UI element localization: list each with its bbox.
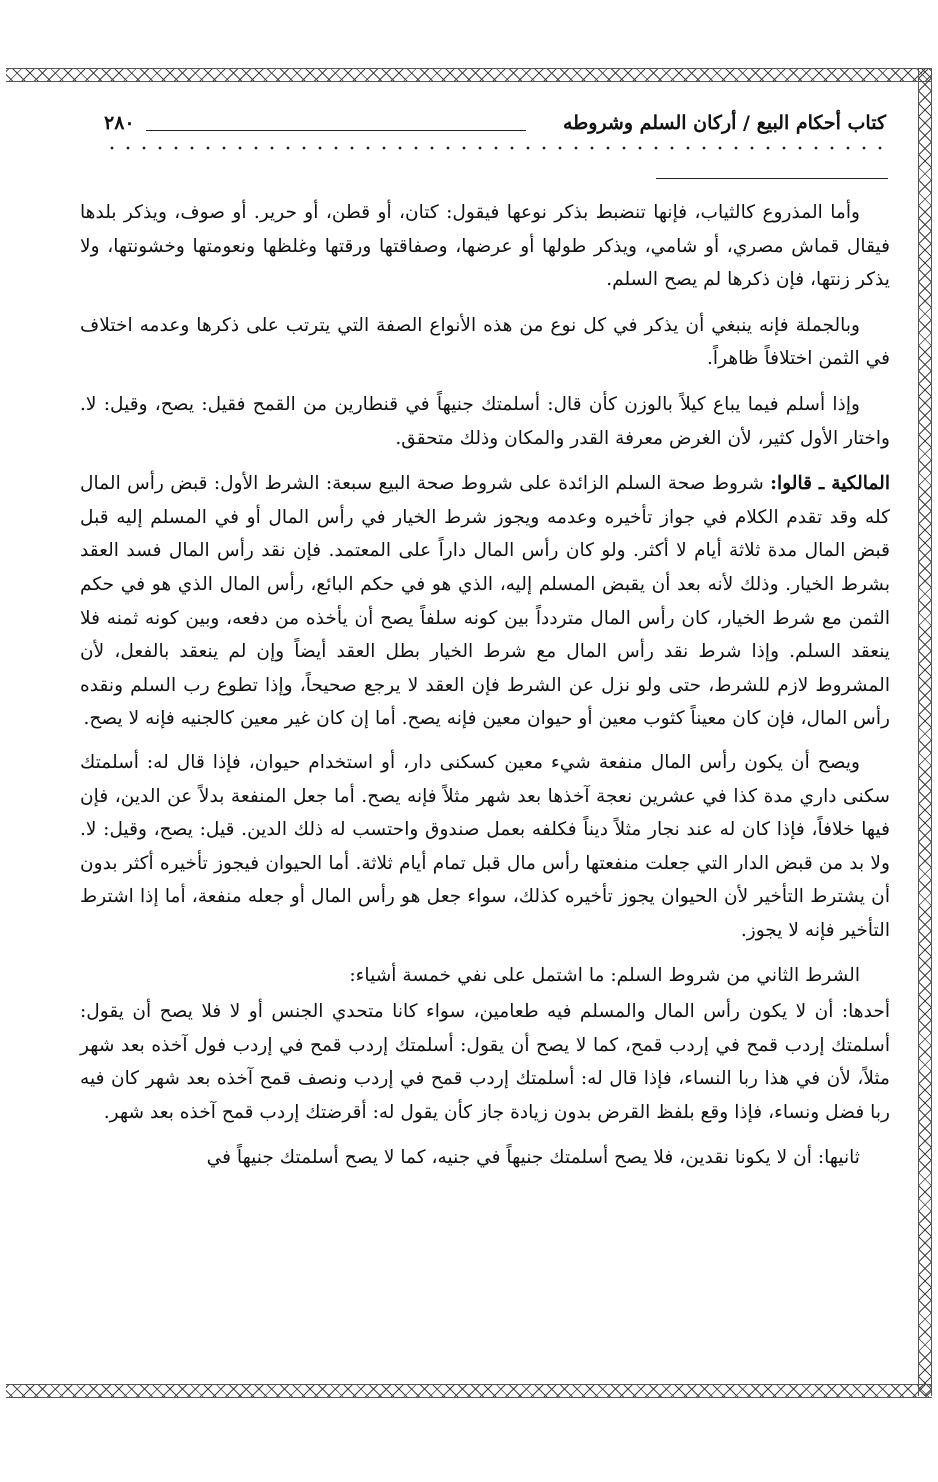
maliki-intro: شروط صحة السلم الزائدة على شروط صحة البيع سبعة: الشرط الأول: قبض — [170, 473, 764, 495]
section-rule — [656, 178, 888, 179]
paragraph: ويصح أن يكون رأس المال منفعة شيء معين كسكنى دار، أو استخدام حيوان، فإذا قال له: أسلمتك سكنى داري مدة كذا في عشرين نعجة آخذها بعد شهر مثلاً فإنه يصح. أما جعل المنفعة بدلاً عن الدين، فإن فيها خلافاً، فإذا كان له عند نجار مثلاً ديناً فكلفه بعمل صندوق واحتسب له ذلك الدين. قيل: يصح، وقيل: لا. ولا بد من قبض الدار التي جعلت منفعتها رأس مال قبل تمام أيام ثلاثة. أما الحيوان فيجوز تأخيره أكثر بدون أن يشترط التأخير لأن الحيوان يجوز تأخيره كذلك، سواء جعل هو رأس المال أو جعله منفعة، أما إذا اشترط التأخير فإنه لا يجوز. — [80, 751, 890, 941]
page-number: ٢٨٠ — [104, 112, 135, 134]
dotted-separator — [104, 142, 886, 154]
header-rule — [146, 130, 526, 131]
paragraph: وإذا أسلم فيما يباع كيلاً بالوزن كأن قال: أسلمتك جنيهاً في قنطارين من القمح فقيل: يصح، وقيل: لا. واختار الأول كثير، لأن الغرض معرفة القدر والمكان وذلك متحقق. — [80, 393, 890, 449]
paragraph: وأما المذروع كالثياب، فإنها تنضبط بذكر نوعها فيقول: كتان، أو قطن، أو حرير. أو صوف، ويذكر بلدها فيقال قماش مصري، أو شامي، ويذكر طولها أو عرضها، وصفاقتها ورقتها وغلظها ونعومتها وخشونتها، ولا يذكر زنتها، فإن ذكرها لم يصح السلم. — [80, 202, 890, 291]
paragraph: وبالجملة فإنه ينبغي أن يذكر في كل نوع من هذه الأنواع الصفة التي يترتب على ذكرها وعدمه اختلاف في الثمن اختلافاً ظاهراً. — [80, 314, 890, 370]
maliki-label: المالكية ـ قالوا: — [770, 473, 890, 495]
decorative-border-top — [6, 68, 932, 82]
decorative-border-right — [918, 68, 932, 1396]
maliki-paragraph — [80, 467, 890, 736]
paragraph: ثانيها: أن لا يكونا نقدين، فلا يصح أسلمتك جنيهاً في جنيه، كما لا يصح أسلمتك جنيهاً في — [206, 1147, 860, 1169]
paragraph: أحدها: أن لا يكون رأس المال والمسلم فيه طعامين، سواء كانا متحدي الجنس أو لا فلا يصح أن يقول: أسلمتك إردب قمح في إردب قمح، كما لا يصح أن يقول: أسلمتك إردب قمح في إردب فول آخذه بعد شهر مثلاً، لأن في هذا ربا النساء، فإذا قال له: أسلمتك إردب قمح في إردب ونصف قمح آخذه بعد شهر كان فيه ربا فضل ونساء، فإذا وقع بلفظ القرض بدون زيادة جاز كأن يقول له: أقرضتك إردب قمح آخذه بعد شهر. — [80, 1001, 890, 1123]
page-body — [80, 196, 890, 1187]
running-header — [104, 112, 886, 142]
decorative-border-bottom — [6, 1384, 932, 1398]
header-title: كتاب أحكام البيع / أركان السلم وشروطه — [562, 112, 886, 134]
paragraph: الشرط الثاني من شروط السلم: ما اشتمل على نفي خمسة أشياء: — [349, 965, 860, 987]
paragraph-continuation: رأس المال كله وقد تقدم الكلام في جواز تأخيره وعدمه ويجوز شرط الخيار في رأس المال أو في المسلم إليه قبل قبض المال مدة ثلاثة أيام لا أكثر. ولو كان رأس المال داراً على المعتمد. فإن نقد رأس المال فسد العقد بشرط الخيار. وذلك لأنه بعد أن يقبض المسلم إليه، الذي هو في حكم البائع، رأس المال الذي هو في حكم الثمن مع شرط الخيار، كان رأس المال متردداً بين كونه سلفاً يصح أن يأخذه من دفعه، وبين كونه ثمنه فلا ينعقد السلم. وإذا شرط نقد رأس المال مع شرط الخيار بطل العقد أيضاً وإن لم ينعقد بالفعل، لأن المشروط لازم للشرط، حتى ولو نزل عن الشرط فإن العقد لا يرجع صحيحاً، وإذا تطوع رب السلم ونقده رأس المال، فإن كان معيناً كثوب معين أو حيوان معين فإنه يصح. أما إن كان غير معين كالجنيه فإنه لا يصح. — [80, 473, 891, 730]
